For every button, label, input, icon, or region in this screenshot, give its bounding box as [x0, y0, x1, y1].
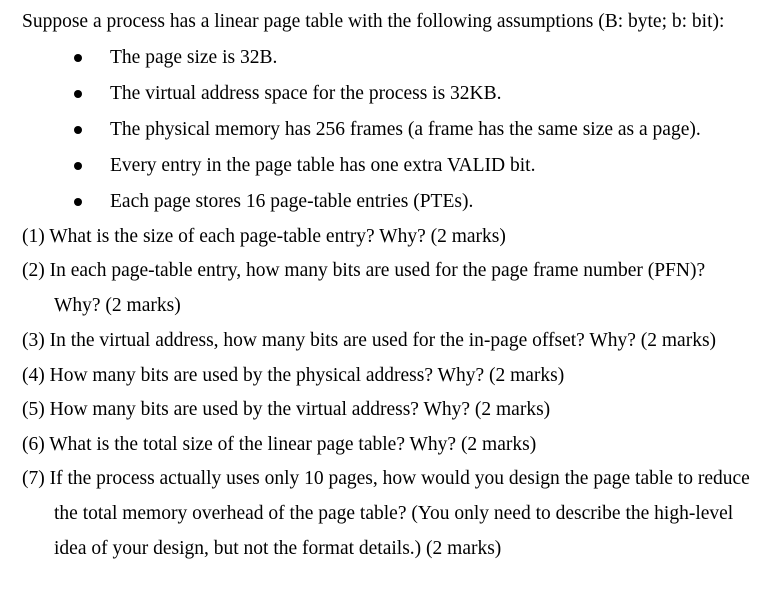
bullet-icon	[74, 162, 82, 170]
bullet-icon	[74, 198, 82, 206]
question-7-continuation: the total memory overhead of the page table? (You only need to describe the high-level	[54, 503, 734, 524]
question-2: (2) In each page-table entry, how many bits are used for the page frame number (PFN)?	[22, 260, 706, 281]
assumption-text: Every entry in the page table has one extra VALID bit.	[110, 155, 536, 176]
assumption-text: Each page stores 16 page-table entries (PTEs).	[110, 191, 474, 212]
question-7: (7) If the process actually uses only 10 pages, how would you design the page table to reduce	[22, 468, 750, 489]
question-7-continuation: idea of your design, but not the format details.) (2 marks)	[54, 538, 502, 559]
question-2-continuation: Why? (2 marks)	[54, 295, 181, 316]
assumption-text: The virtual address space for the process is 32KB.	[110, 83, 502, 104]
question-5: (5) How many bits are used by the virtual address? Why? (2 marks)	[22, 399, 551, 420]
question-1: (1) What is the size of each page-table entry? Why? (2 marks)	[22, 226, 506, 247]
bullet-icon	[74, 54, 82, 62]
bullet-icon	[74, 126, 82, 134]
assumption-text: The page size is 32B.	[110, 47, 278, 68]
question-4: (4) How many bits are used by the physical address? Why? (2 marks)	[22, 365, 565, 386]
question-6: (6) What is the total size of the linear page table? Why? (2 marks)	[22, 434, 537, 455]
question-3: (3) In the virtual address, how many bits are used for the in-page offset? Why? (2 marks)	[22, 330, 717, 351]
bullet-icon	[74, 90, 82, 98]
assumption-text: The physical memory has 256 frames (a frame has the same size as a page).	[110, 119, 701, 140]
intro-paragraph: Suppose a process has a linear page table with the following assumptions (B: byte; b: bit):	[22, 11, 725, 32]
